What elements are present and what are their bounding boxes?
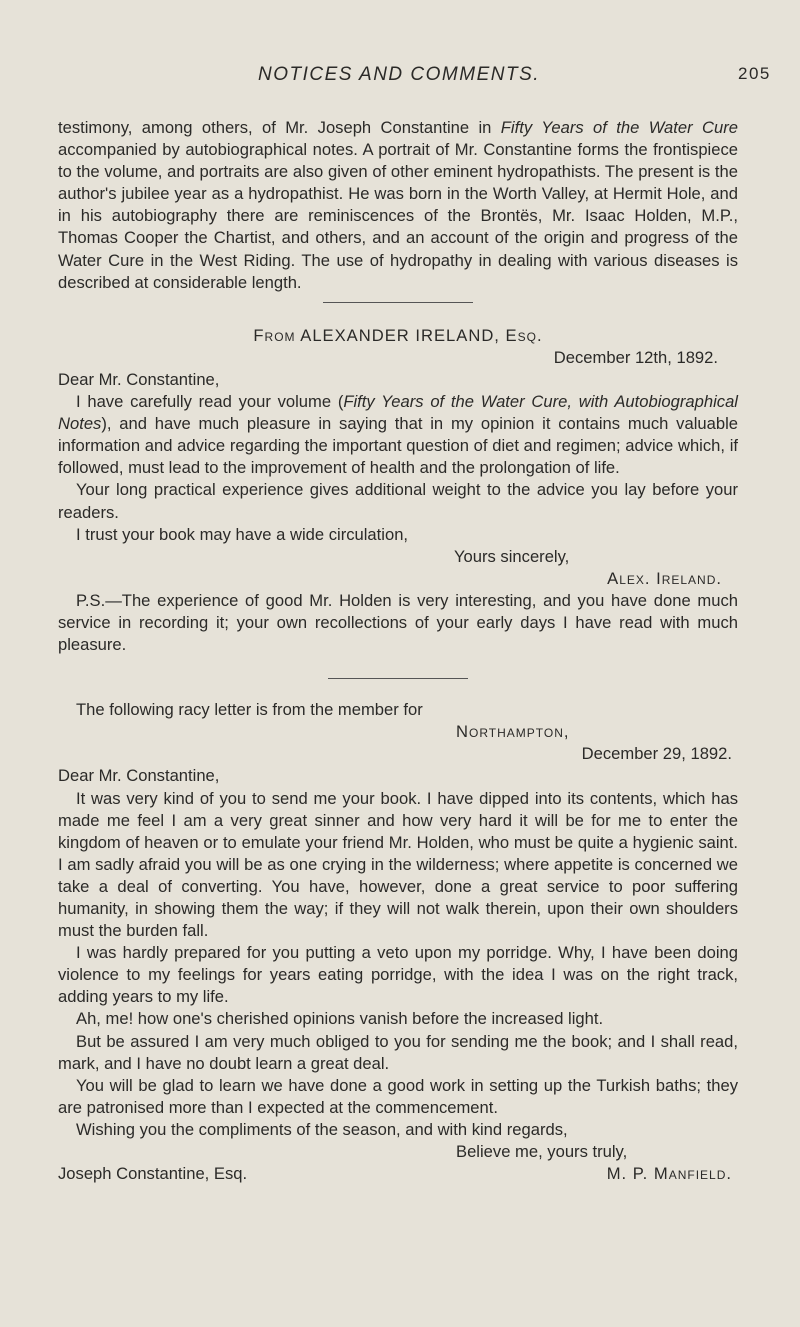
divider (328, 678, 468, 679)
letter1-date: December 12th, 1892. (553, 347, 718, 367)
letter2-addressee: Joseph Constantine, Esq. (58, 1164, 248, 1184)
letter1-postscript: P.S.—The experience of good Mr. Holden is very interesting, and you have done much service in recording it; your own recollections of your early days I have read with much pleasure. (58, 590, 738, 655)
letter2-signature-line (58, 1163, 738, 1185)
page-number: 205 (738, 64, 771, 83)
book-title: Fifty Years of the Water Cure, with Autobiographical Notes (58, 392, 738, 434)
letter1-paragraph: Your long practical experience gives additional weight to the advice you lay before your readers. (58, 480, 738, 522)
letter1-salutation: Dear Mr. Constantine, (58, 369, 220, 389)
letter1-paragraph: I trust your book may have a wide circulation, (76, 524, 409, 544)
letter2-paragraph: Wishing you the compliments of the season, and with kind regards, (76, 1119, 568, 1139)
page-body (58, 117, 738, 1185)
letter2-place: Northampton, (456, 722, 570, 742)
letter2-paragraph: Ah, me! how one's cherished opinions vanish before the increased light. (76, 1009, 604, 1029)
letter2-signature: M. P. Manfield. (606, 1164, 732, 1184)
letter2-closing: Believe me, yours truly, (456, 1142, 628, 1162)
intro-paragraph: testimony, among others, of Mr. Joseph Constantine in Fifty Years of the Water Cure accompanied by autobiographical notes. A portrait of Mr. Constantine forms the frontispiece to the volume, and portraits are also given of other eminent hydropathists. The present is the author's jubilee year as a hydropathist. He was born in the Worth Valley, at Hermit Hole, and in his autobiography there are reminiscences of the Brontës, Mr. Isaac Holden, M.P., Thomas Cooper the Chartist, and others, and an account of the origin and progress of the Water Cure in the West Riding. The use of hydropathy in dealing with various diseases is described at considerable length. (58, 118, 738, 292)
letter2-paragraph: You will be glad to learn we have done a good work in setting up the Turkish baths; they are patronised more than I expected at the commencement. (58, 1075, 738, 1117)
letter1-paragraph: I have carefully read your volume (Fifty Years of the Water Cure, with Autobiographical Notes), and have much pleasure in saying that in my opinion it contains much valuable information and advice regarding the important question of diet and regimen; advice which, if followed, must lead to the improvement of health and the prolongation of life. (58, 392, 738, 478)
running-title: NOTICES AND COMMENTS. (258, 64, 541, 85)
letter2-paragraph: But be assured I am very much obliged to you for sending me the book; and I shall read, mark, and I have no doubt learn a great deal. (58, 1031, 738, 1073)
letter2-date: December 29, 1892. (581, 744, 732, 764)
letter2-salutation: Dear Mr. Constantine, (58, 766, 220, 786)
letter1-closing: Yours sincerely, (454, 546, 570, 566)
letter1-heading: From ALEXANDER IRELAND, Esq. (253, 325, 543, 345)
letter2-paragraph: I was hardly prepared for you putting a veto upon my porridge. Why, I have been doing violence to my feelings for years eating porridge, with the idea I was on the right track, adding years to my life. (58, 943, 738, 1007)
divider (323, 302, 473, 303)
letter2-paragraph: It was very kind of you to send me your book. I have dipped into its contents, which has made me feel I am a very great sinner and how very hard it will be for me to enter the kingdom of heaven or to emulate your friend Mr. Holden, who must be quite a hygienic saint. I am sadly afraid you will be as one crying in the wilderness; where appetite is concerned we take a deal of converting. You have, however, done a great service to poor suffering humanity, in showing them the way; if they will not walk therein, upon their own shoulders must the burden fall. (58, 788, 738, 941)
letter2-intro: The following racy letter is from the member for (76, 700, 423, 720)
book-title: Fifty Years of the Water Cure (500, 118, 738, 137)
letter1-signature: Alex. Ireland. (607, 568, 722, 588)
